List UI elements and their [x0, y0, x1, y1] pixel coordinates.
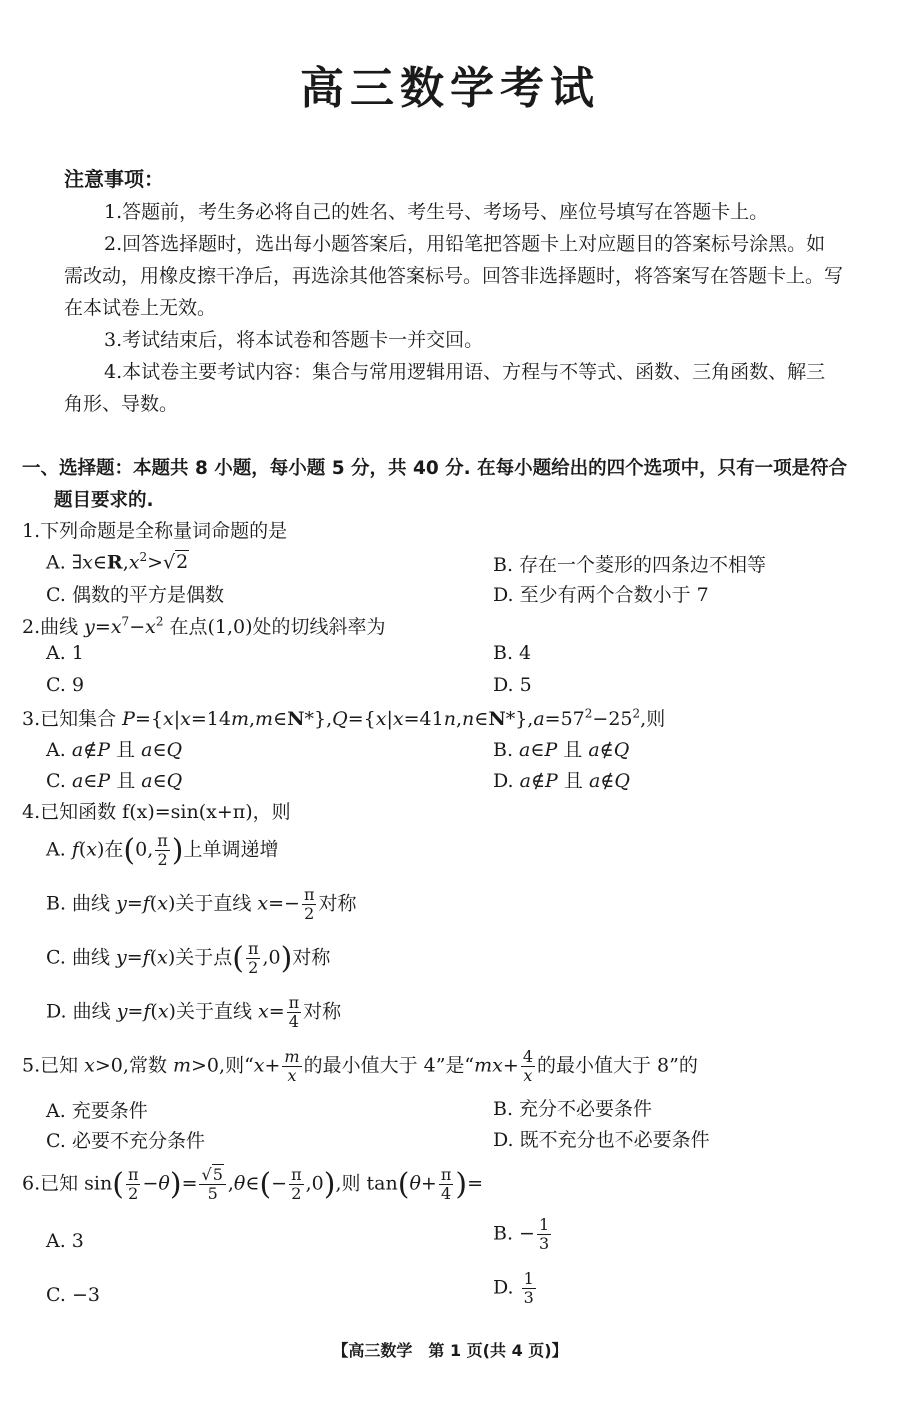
q3-option-c[interactable]: C. a∈P 且 a∈Q [46, 770, 183, 792]
q2-option-a[interactable]: A. 1 [46, 642, 84, 664]
q1-option-c[interactable]: C. 偶数的平方是偶数 [46, 584, 224, 606]
q3-option-a[interactable]: A. a∉P 且 a∈Q [46, 739, 183, 761]
q3-option-d[interactable]: D. a∉P 且 a∉Q [493, 770, 630, 792]
q5-option-d[interactable]: D. 既不充分也不必要条件 [493, 1129, 710, 1151]
q4-option-c[interactable]: C. 曲线 y=f(x)关于点( $\frac{\pi}{2}$ ,0)对称 [46, 939, 331, 977]
q1-option-b[interactable]: B. 存在一个菱形的四条边不相等 [493, 554, 767, 576]
q4-option-d[interactable]: D. 曲线 y=f(x)关于直线 x= $\frac{\pi}{4}$ 对称 [46, 993, 342, 1031]
q4-option-b[interactable]: B. 曲线 y=f(x)关于直线 x=− $\frac{\pi}{2}$ 对称 [46, 885, 357, 923]
section-heading: 一、选择题：本题共 8 小题，每小题 5 分，共 40 分. 在每小题给出的四个选项中，只有一项是符合 题目要求的. [22, 458, 848, 511]
notice-item-3: 3.考试结束后，将本试卷和答题卡一并交回。 [104, 329, 484, 351]
q2-option-d[interactable]: D. 5 [493, 674, 532, 696]
question-4-stem: 4.已知函数 f(x)=sin(x+π)，则 [22, 801, 291, 823]
page-title: 高三数学考试 [300, 63, 600, 114]
q5-option-b[interactable]: B. 充分不必要条件 [493, 1098, 653, 1120]
q6-option-c[interactable]: C. −3 [46, 1284, 100, 1306]
q2-option-c[interactable]: C. 9 [46, 674, 85, 696]
question-6-stem: 6.已知 sin( $\frac{\pi}{2}$ −θ)= $\frac{√5}{5}$ ,θ∈(− $\frac{\pi}{2}$ ,0),则 tan(θ+ $\frac{\pi}{4}$ )= [22, 1165, 483, 1203]
question-1-stem: 1.下列命题是全称量词命题的是 [22, 520, 288, 542]
q5-option-a[interactable]: A. 充要条件 [46, 1100, 148, 1122]
q5-option-c[interactable]: C. 必要不充分条件 [46, 1130, 205, 1152]
question-5-stem: 5.已知 x>0,常数 m>0,则“x+ $\frac{m}{x}$ 的最小值大于 4”是“mx+ $\frac{4}{x}$ 的最小值大于 8”的 [22, 1047, 698, 1085]
q3-option-b[interactable]: B. a∈P 且 a∉Q [493, 739, 630, 761]
q4-option-a[interactable]: A. f(x)在(0, $\frac{\pi}{2}$ )上单调递增 [46, 831, 279, 869]
notice-item-2: 2.回答选择题时，选出每小题答案后，用铅笔把答题卡上对应题目的答案标号涂黑。如需改动，用橡皮擦干净后，再选涂其他答案标号。回答非选择题时，将答案写在答题卡上。写在本试卷上无效。 [64, 233, 844, 319]
q2-option-b[interactable]: B. 4 [493, 642, 532, 664]
q6-option-b[interactable]: B. − $\frac{1}{3}$ [493, 1215, 550, 1253]
q1-option-a[interactable]: A. $\exists x\in R,x^2>√2$ [46, 550, 189, 574]
question-2-stem: 2.曲线 $y=x^7-x^2$ 在点(1,0)处的切线斜率为 [22, 614, 386, 638]
notice-item-4: 4.本试卷主要考试内容：集合与常用逻辑用语、方程与不等式、函数、三角函数、解三角形、导数。 [64, 361, 826, 415]
page-footer: 【高三数学 第 1 页(共 4 页)】 [332, 1341, 568, 1360]
q6-option-d[interactable]: D. $\frac{1}{3}$ [493, 1269, 534, 1307]
notice-heading: 注意事项： [64, 167, 164, 191]
notice-item-1: 1.答题前，考生务必将自己的姓名、考生号、考场号、座位号填写在答题卡上。 [104, 201, 769, 223]
question-3-stem: 3.已知集合 $P=\{x|x=14m,m\in N*\},Q=\{x|x=41n,n\in N*\},a=57^2-25^2$,则 [22, 706, 666, 730]
q6-option-a[interactable]: A. 3 [46, 1230, 84, 1252]
q1-option-d[interactable]: D. 至少有两个合数小于 7 [493, 584, 709, 606]
